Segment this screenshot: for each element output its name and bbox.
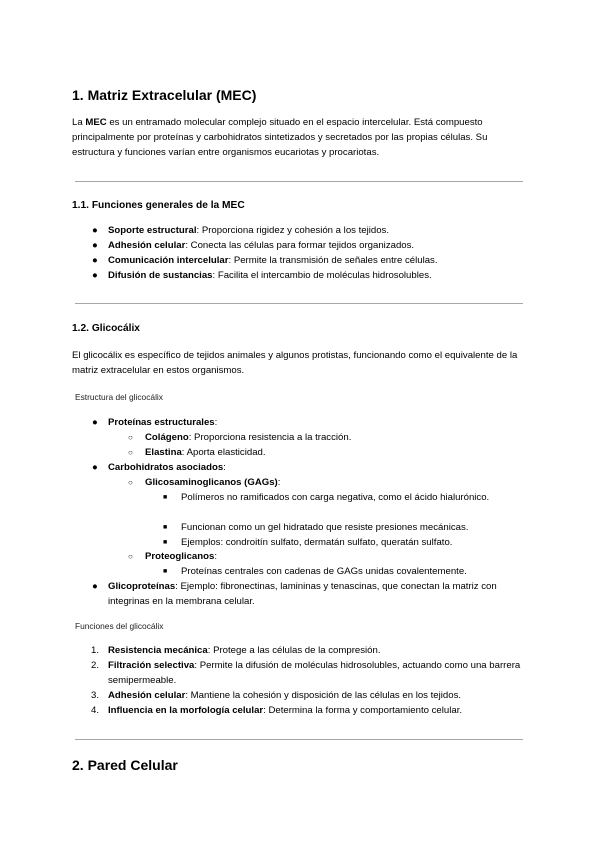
section-1-2-intro: El glicocálix es específico de tejidos animales y algunos protistas, funcionando como el equivalente de la matriz extracelular en estos organismos. <box>72 350 518 376</box>
list-item: Proteínas estructurales: <box>108 417 218 428</box>
list-item <box>145 445 266 460</box>
circle-marker: ○ <box>128 433 133 442</box>
structure-caption: Estructura del glicocálix <box>75 392 163 402</box>
list-number: 4. <box>91 705 100 716</box>
item-term: Resistencia mecánica <box>108 645 208 656</box>
item-term: Soporte estructural <box>108 225 197 236</box>
section-1-intro <box>72 115 532 160</box>
list-number: 3. <box>91 690 100 701</box>
item-text: : Facilita el intercambio de moléculas hidrosolubles. <box>212 270 432 281</box>
item-term: Adhesión celular <box>108 240 186 251</box>
item-term: Adhesión celular <box>108 690 186 701</box>
list-item: Carbohidratos asociados: <box>108 462 226 473</box>
item-term: Comunicación intercelular <box>108 255 229 266</box>
list-item: Ejemplos: condroitín sulfato, dermatán sulfato, queratán sulfato. <box>181 537 453 548</box>
bullet-marker: ● <box>92 270 98 281</box>
list-item <box>108 223 389 238</box>
item-term: Glicosaminoglicanos (GAGs) <box>145 477 278 488</box>
divider-3 <box>75 739 523 740</box>
intro-rest: es un entramado molecular complejo situado en el espacio intercelular. Está compuesto principalmente por proteínas y carbohidratos sintetizados y secretados por las propias células. Su estructura y funciones varían entre organismos eucariotas y procariotas. <box>72 117 488 158</box>
circle-marker: ○ <box>128 448 133 457</box>
bullet-marker: ● <box>92 581 98 592</box>
list-number: 1. <box>91 645 100 656</box>
list-item <box>108 658 528 688</box>
item-text: : Mantiene la cohesión y disposición de las células en los tejidos. <box>185 690 462 701</box>
list-item <box>108 253 438 268</box>
item-text: : Aporta elasticidad. <box>181 447 266 458</box>
section-1-1-heading: 1.1. Funciones generales de la MEC <box>72 200 245 211</box>
item-term: Carbohidratos asociados <box>108 462 224 473</box>
item-term: Glicoproteínas <box>108 581 176 592</box>
list-item: Glicosaminoglicanos (GAGs): <box>145 477 281 488</box>
item-term: Influencia en la morfología celular <box>108 705 264 716</box>
item-text: : Determina la forma y comportamiento celular. <box>263 705 463 716</box>
list-item <box>108 268 432 283</box>
item-term: Colágeno <box>145 432 189 443</box>
list-number: 2. <box>91 660 100 671</box>
bullet-marker: ● <box>92 225 98 236</box>
item-text: : Conecta las células para formar tejidos organizados. <box>185 240 415 251</box>
item-term: Difusión de sustancias <box>108 270 213 281</box>
list-item <box>108 238 414 253</box>
item-text: : Permite la transmisión de señales entre células. <box>228 255 438 266</box>
bullet-marker: ● <box>92 462 98 473</box>
circle-marker: ○ <box>128 552 133 561</box>
intro-bold-mec: MEC <box>85 117 107 128</box>
item-term: Proteoglicanos <box>145 551 215 562</box>
section-2-heading: 2. Pared Celular <box>72 757 178 773</box>
list-item <box>108 579 513 609</box>
bullet-marker: ● <box>92 240 98 251</box>
item-term: Proteínas estructurales <box>108 417 215 428</box>
item-term: Filtración selectiva <box>108 660 195 671</box>
functions-caption: Funciones del glicocálix <box>75 621 164 631</box>
square-marker: ■ <box>163 494 168 501</box>
list-item <box>108 643 381 658</box>
circle-marker: ○ <box>128 478 133 487</box>
list-item <box>145 430 351 445</box>
square-marker: ■ <box>163 539 168 546</box>
divider-2 <box>75 303 523 304</box>
list-item <box>108 688 461 703</box>
list-item: Proteoglicanos: <box>145 551 217 562</box>
list-item: Funcionan como un gel hidratado que resiste presiones mecánicas. <box>181 522 469 533</box>
divider-1 <box>75 181 523 182</box>
section-1-2-heading: 1.2. Glicocálix <box>72 323 140 334</box>
item-text: : Ejemplo: fibronectinas, lamininas y tenascinas, que conectan la matriz con integrinas en la membrana celular. <box>108 581 497 607</box>
list-item: Polímeros no ramificados con carga negativa, como el ácido hialurónico. <box>181 492 490 503</box>
item-text: : Permite la difusión de moléculas hidrosolubles, actuando como una barrera semipermeable. <box>108 660 521 686</box>
square-marker: ■ <box>163 524 168 531</box>
bullet-marker: ● <box>92 417 98 428</box>
section-1-heading: 1. Matriz Extracelular (MEC) <box>72 87 257 103</box>
bullet-marker: ● <box>92 255 98 266</box>
item-text: : Proporciona rigidez y cohesión a los tejidos. <box>196 225 390 236</box>
item-term: Elastina <box>145 447 182 458</box>
item-text: : Protege a las células de la compresión. <box>207 645 381 656</box>
list-item <box>108 703 462 718</box>
list-item: Proteínas centrales con cadenas de GAGs unidas covalentemente. <box>181 566 467 577</box>
square-marker: ■ <box>163 568 168 575</box>
item-text: : Proporciona resistencia a la tracción. <box>188 432 352 443</box>
intro-lead: La <box>72 117 86 128</box>
